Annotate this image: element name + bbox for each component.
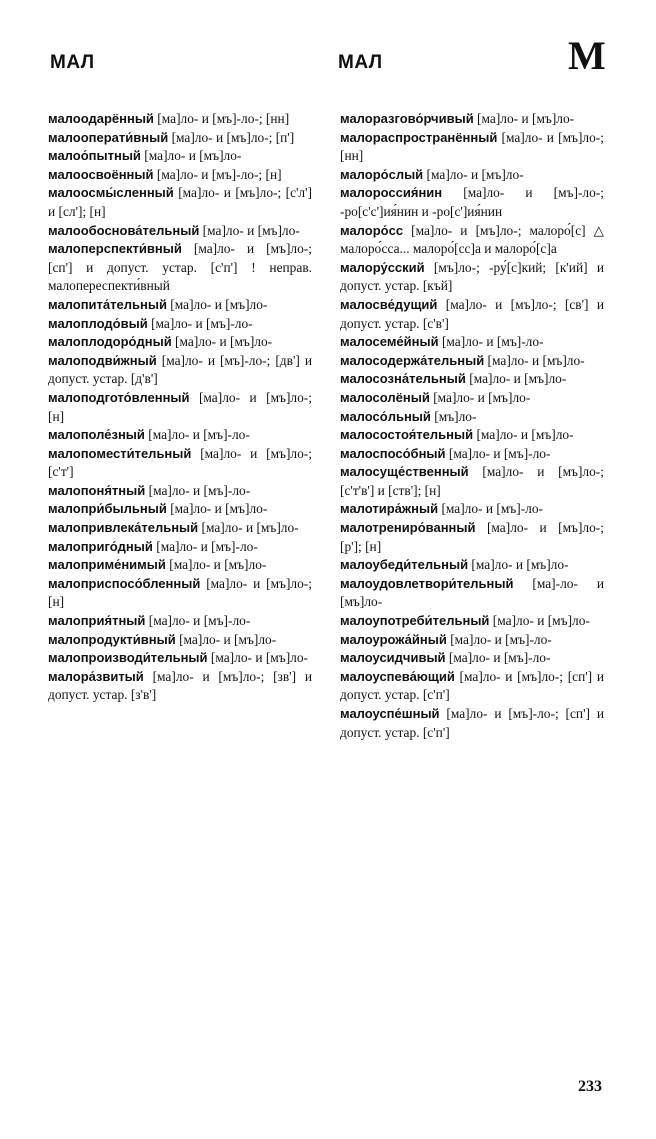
transcription: [ма]ло- и [мъ]-ло-; -ро[с'с']ия́нин и -ро[с']ия́нин	[340, 185, 604, 219]
running-head-right: МАЛ	[338, 52, 383, 73]
headword: малоперспекти́вный	[48, 241, 182, 257]
dictionary-entry	[340, 370, 604, 389]
headword: малоприя́тный	[48, 613, 146, 629]
transcription: [ма]ло- и [мъ]ло-	[426, 166, 524, 182]
transcription: [ма]ло- и [мъ]ло-; [с'л'] и [сл']; [н]	[48, 185, 312, 219]
transcription: [ма]ло- и [мъ]-ло-; [нн]	[157, 111, 290, 126]
dictionary-entry	[340, 426, 604, 445]
transcription: [ма]ло- и [мъ]-ло-; [сп'] и допуст. устар. [с'п']	[340, 706, 604, 740]
transcription: [ма]ло- и [мъ]ло-; [сп'] и допуст. устар. [с'п'] ! неправ. малопереспекти́вный	[48, 241, 312, 294]
headword: малоо́пытный	[48, 148, 141, 164]
headword: малосве́дущий	[340, 296, 438, 312]
dictionary-entry	[340, 333, 604, 352]
dictionary-entry	[48, 147, 312, 166]
transcription: [ма]ло- и [мъ]ло-; [н]	[48, 575, 312, 610]
headword: малоразгово́рчивый	[340, 111, 474, 126]
dictionary-entry	[340, 668, 604, 705]
headword: малоподгото́вленный	[48, 389, 190, 405]
dictionary-entry	[48, 556, 312, 575]
transcription: [ма]ло- и [мъ]ло-; [св'] и допуст. устар. [с'в']	[340, 296, 604, 331]
headword: малосуще́ственный	[340, 464, 469, 480]
headword: малора́звитый	[48, 668, 144, 684]
transcription: [ма]ло- и [мъ]ло-	[469, 371, 567, 387]
headword: малосолёный	[340, 389, 430, 405]
transcription: [ма]ло- и [мъ]-ло-	[450, 631, 552, 647]
headword: малоудовлетвори́тельный	[340, 575, 514, 591]
transcription: [ма]ло- и [мъ]ло-; [р']; [н]	[340, 520, 604, 554]
transcription: [ма]ло- и [мъ]ло-	[492, 613, 590, 629]
headword: малопривлека́тельный	[48, 520, 199, 536]
transcription: [ма]ло- и [мъ]ло-; [с'т'в'] и [ств']; [н]	[340, 464, 604, 498]
headword: малоубеди́тельный	[340, 557, 469, 573]
dictionary-entry	[340, 445, 604, 464]
headword: малоуспева́ющий	[340, 668, 455, 684]
headword: малораспространённый	[340, 129, 498, 145]
dictionary-entry	[48, 184, 312, 221]
dictionary-entry	[340, 500, 604, 519]
headword: малоупотреби́тельный	[340, 613, 490, 629]
dictionary-entry	[340, 352, 604, 371]
dictionary-entry	[48, 129, 312, 148]
dictionary-entry	[340, 166, 604, 185]
transcription: [ма]-ло- и [мъ]ло-	[340, 575, 604, 610]
headword: малоприме́нимый	[48, 557, 166, 573]
transcription: [ма]ло- и [мъ]-ло-; [дв'] и допуст. устар. [д'в']	[48, 352, 312, 387]
transcription: [ма]ло- и [мъ]ло-	[471, 557, 569, 573]
dictionary-entry	[48, 649, 312, 668]
dictionary-entry	[48, 296, 312, 315]
headword: малороссия́нин	[340, 185, 443, 201]
dictionary-entry	[340, 184, 604, 221]
section-letter: М	[568, 33, 606, 78]
transcription: [ма]ло- и [мъ]ло-	[202, 222, 300, 238]
dictionary-entry	[48, 612, 312, 631]
dictionary-entry	[48, 482, 312, 501]
transcription: [ма]ло- и [мъ]-ло-; [н]	[156, 166, 282, 182]
transcription: [ма]ло- и [мъ]-ло-	[441, 501, 543, 517]
headword: малоприспосо́бленный	[48, 575, 201, 591]
dictionary-entry	[48, 500, 312, 519]
transcription: [ма]ло- и [мъ]ло-; [с'т']	[48, 445, 312, 480]
headword: малоусидчивый	[340, 650, 446, 666]
running-head-left: МАЛ	[50, 52, 95, 73]
transcription: [ма]ло- и [мъ]-ло-	[148, 482, 251, 498]
transcription: [ма]ло- и [мъ]-ло-	[441, 334, 544, 350]
dictionary-entry	[48, 538, 312, 557]
transcription: [ма]ло- и [мъ]ло-; [сп'] и допуст. устар. [с'п']	[340, 668, 604, 703]
right-column	[340, 110, 604, 742]
transcription: [ма]ло- и [мъ]ло-	[169, 557, 267, 573]
dictionary-entry	[48, 240, 312, 296]
left-column	[48, 110, 312, 705]
headword: малосостоя́тельный	[340, 427, 474, 443]
headword: малосодержа́тельный	[340, 352, 485, 368]
dictionary-entry	[48, 668, 312, 705]
dictionary-entry	[48, 575, 312, 612]
headword: малоодарённый	[48, 111, 154, 126]
transcription: [ма]ло- и [мъ]-ло-	[448, 445, 551, 461]
headword: малоспосо́бный	[340, 445, 446, 461]
transcription: [ма]ло- и [мъ]-ло-	[151, 315, 253, 331]
headword: малоуспе́шный	[340, 706, 440, 721]
dictionary-entry	[340, 556, 604, 575]
headword: малосо́льный	[340, 408, 431, 424]
transcription: [ма]ло- и [мъ]ло-; [нн]	[340, 129, 604, 164]
dictionary-entry	[340, 408, 604, 427]
dictionary-entry	[48, 519, 312, 538]
headword: малоплодоро́дный	[48, 334, 172, 350]
dictionary-entry	[340, 296, 604, 333]
transcription: [ма]ло- и [мъ]ло-	[477, 111, 575, 126]
headword: малосеме́йный	[340, 334, 439, 350]
headword: малоприго́дный	[48, 538, 153, 554]
dictionary-entry	[340, 705, 604, 742]
transcription: [ма]ло- и [мъ]ло-	[210, 650, 308, 666]
headword: малосозна́тельный	[340, 371, 466, 387]
transcription: [мъ]ло-	[434, 408, 477, 424]
headword: малору́сский	[340, 259, 425, 275]
transcription: [ма]ло- и [мъ]ло-; [н]	[48, 389, 312, 424]
transcription: [ма]ло- и [мъ]ло-	[487, 352, 585, 368]
dictionary-entry	[48, 222, 312, 241]
headword: малополе́зный	[48, 427, 145, 443]
dictionary-entry	[340, 222, 604, 259]
dictionary-entry	[340, 575, 604, 612]
dictionary-entry	[48, 166, 312, 185]
transcription: [ма]ло- и [мъ]-ло-	[156, 538, 258, 554]
dictionary-entry	[340, 631, 604, 650]
transcription: [ма]ло- и [мъ]-ло-	[148, 613, 251, 629]
dictionary-entry	[340, 259, 604, 296]
headword: малотрениро́ванный	[340, 520, 476, 536]
dictionary-entry	[48, 352, 312, 389]
dictionary-entry	[340, 649, 604, 668]
transcription: [ма]ло- и [мъ]ло-	[201, 520, 299, 536]
transcription: [ма]ло- и [мъ]ло-	[144, 148, 242, 164]
dictionary-entry	[48, 389, 312, 426]
transcription: [ма]ло- и [мъ]ло-	[170, 501, 268, 517]
headword: малоосмы́сленный	[48, 185, 174, 201]
dictionary-entry	[340, 519, 604, 556]
transcription: [ма]ло- и [мъ]ло-	[170, 296, 268, 312]
headword: малоурожа́йный	[340, 631, 447, 647]
headword: малопоня́тный	[48, 482, 146, 498]
headword: малопомести́тельный	[48, 445, 192, 461]
transcription: [ма]ло- и [мъ]ло-	[175, 334, 273, 350]
transcription: [ма]ло- и [мъ]ло-	[476, 427, 574, 443]
dictionary-entry	[340, 463, 604, 500]
transcription: [ма]ло- и [мъ]ло-	[433, 389, 531, 405]
transcription: [ма]ло- и [мъ]ло-	[179, 631, 277, 647]
transcription: [ма]ло- и [мъ]-ло-	[448, 650, 551, 666]
headword: малоро́сс	[340, 222, 404, 238]
dictionary-entry	[48, 315, 312, 334]
headword: малопита́тельный	[48, 296, 167, 312]
headword: малоподви́жный	[48, 352, 157, 368]
headword: малооперати́вный	[48, 129, 169, 145]
headword: малоплодо́вый	[48, 315, 148, 331]
dictionary-entry	[48, 445, 312, 482]
transcription: [ма]ло- и [мъ]ло-; малоро́[с] △ малоро́сса... малоро́[сс]а и малоро́[с]а	[340, 222, 604, 257]
headword: малоро́слый	[340, 166, 424, 182]
dictionary-entry	[340, 612, 604, 631]
headword: малопродукти́вный	[48, 631, 176, 647]
headword: малообоснова́тельный	[48, 222, 200, 238]
dictionary-entry	[48, 631, 312, 650]
page-number: 233	[578, 1078, 602, 1095]
dictionary-entry	[48, 110, 312, 129]
transcription: [ма]ло- и [мъ]-ло-	[148, 427, 250, 443]
headword: малопроизводи́тельный	[48, 650, 208, 666]
dictionary-entry	[48, 333, 312, 352]
dictionary-entry	[340, 129, 604, 166]
headword: малоосвоённый	[48, 166, 154, 182]
headword: малопри́быльный	[48, 501, 167, 517]
transcription: [мъ]ло-; -ру́[с]кий; [к'ий] и допуст. устар. [къй]	[340, 259, 604, 294]
transcription: [ма]ло- и [мъ]ло-; [п']	[171, 129, 295, 145]
transcription: [ма]ло- и [мъ]ло-; [зв'] и допуст. устар. [з'в']	[48, 668, 312, 703]
dictionary-entry	[340, 389, 604, 408]
dictionary-entry	[340, 110, 604, 129]
dictionary-entry	[48, 426, 312, 445]
headword: малотира́жный	[340, 501, 439, 517]
